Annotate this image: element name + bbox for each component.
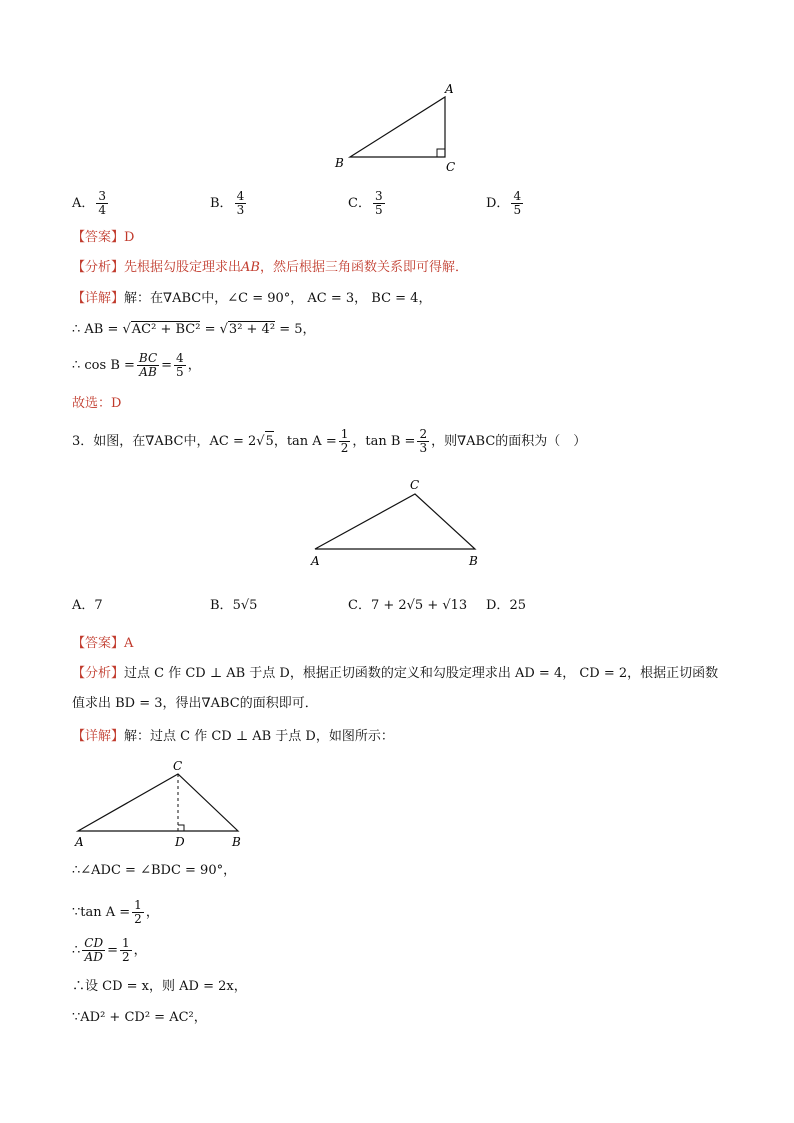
q3-step3 xyxy=(72,937,147,964)
q2-choose: 故选：D xyxy=(72,396,122,411)
option-a xyxy=(72,596,103,616)
numerator: 4 xyxy=(513,189,522,203)
option-c xyxy=(348,190,387,217)
denominator: 5 xyxy=(176,365,184,379)
math-text: = xyxy=(107,942,118,958)
numerator: BC xyxy=(138,351,158,365)
detail-text: 解：在∇ABC中，∠C = 90°， AC = 3， BC = 4， xyxy=(124,291,432,306)
math-text: ∵tan A = xyxy=(72,904,131,920)
vertex-label-a: A xyxy=(445,82,454,96)
option-letter: D． xyxy=(486,598,510,613)
q3-analysis-line1 xyxy=(72,664,718,684)
option-text: 7 + 2√5 + √13 xyxy=(370,598,468,613)
q3-step1: ∴∠ADC = ∠BDC = 90°， xyxy=(72,863,237,878)
right-angle-marker xyxy=(178,825,184,831)
right-angle-marker xyxy=(437,149,445,157)
fraction xyxy=(120,937,132,964)
denominator: 4 xyxy=(98,203,107,217)
radicand: 3² + 4² xyxy=(228,322,276,337)
vertex-label-a: A xyxy=(75,835,84,849)
fraction xyxy=(137,352,159,379)
option-text: 7 xyxy=(94,598,103,613)
math-text: ， xyxy=(187,357,201,373)
q3-step5: ∵AD² + CD² = AC²， xyxy=(72,1010,207,1025)
fraction xyxy=(132,899,144,926)
math-text: ， xyxy=(133,942,147,958)
q3-answer xyxy=(72,634,133,654)
analysis-text: ，然后根据三角函数关系即可得解． xyxy=(259,260,468,275)
q2-detail-line3 xyxy=(72,352,201,379)
triangle-abc xyxy=(78,774,238,831)
option-b xyxy=(210,190,248,217)
math-text: = 5， xyxy=(279,322,316,337)
radicand: AC² + BC² xyxy=(131,322,201,337)
denominator: AD xyxy=(84,950,103,964)
option-letter: C． xyxy=(348,195,371,211)
q3-detail-line1 xyxy=(72,727,394,747)
denominator: 5 xyxy=(374,203,383,217)
stem-text: ，则∇ABC的面积为（ ） xyxy=(431,433,587,449)
math-text: = xyxy=(161,357,173,373)
analysis-var: AB xyxy=(241,260,260,275)
stem-text: ，tan A = xyxy=(273,433,337,449)
vertex-label-c: C xyxy=(446,160,456,174)
q2-answer xyxy=(72,228,134,248)
triangle-abc xyxy=(350,97,445,157)
option-d xyxy=(486,190,525,217)
fraction xyxy=(82,937,105,964)
denominator: 3 xyxy=(236,203,245,217)
q2-detail-line1 xyxy=(72,289,431,309)
option-letter: C． xyxy=(348,598,371,613)
option-letter: D． xyxy=(486,195,510,211)
stem-text: 3．如图，在∇ABC中，AC = 2 xyxy=(72,433,257,449)
option-letter: A． xyxy=(72,195,95,211)
triangle-figure-q2 xyxy=(330,80,470,175)
option-fraction xyxy=(235,190,247,217)
numerator: 1 xyxy=(122,936,130,950)
math-text: ∴ cos B = xyxy=(72,357,135,373)
option-letter: B． xyxy=(210,598,233,613)
option-text: 5√5 xyxy=(232,598,258,613)
analysis-tag: 【分析】 xyxy=(72,260,125,275)
q2-analysis xyxy=(72,258,468,278)
vertex-label-b: B xyxy=(232,835,241,849)
numerator: 1 xyxy=(340,427,349,441)
answer-value: D xyxy=(124,230,135,245)
answer-value: A xyxy=(124,636,134,651)
option-fraction xyxy=(96,190,108,217)
q3-stem: 3．如图，在∇ABC中，AC = 2 √ 5 ，tan A = $\frac{1}{2}$ ，tan B = $\frac{2}{3}$ ，则∇ABC的面积为（ ） xyxy=(72,427,587,455)
numerator: 1 xyxy=(134,898,142,912)
answer-tag: 【答案】 xyxy=(72,230,125,245)
vertex-label-d: D xyxy=(175,835,185,849)
detail-text: 解：过点 C 作 CD ⊥ AB 于点 D，如图所示： xyxy=(124,729,394,744)
option-a xyxy=(72,190,110,217)
triangle-figure-q3 xyxy=(305,476,490,571)
option-fraction xyxy=(373,190,385,217)
triangle-figure-altitude xyxy=(68,756,258,852)
vertex-label-c: C xyxy=(173,759,183,773)
analysis-text: 先根据勾股定理求出 xyxy=(124,260,242,275)
denominator: 2 xyxy=(340,441,349,455)
numerator: CD xyxy=(84,936,104,950)
vertex-label-b: B xyxy=(335,156,344,170)
detail-tag: 【详解】 xyxy=(72,729,125,744)
vertex-label-a: A xyxy=(311,554,320,568)
q3-analysis-line2: 值求出 BD = 3，得出∇ABC的面积即可． xyxy=(72,696,318,711)
vertex-label-c: C xyxy=(410,478,420,492)
vertex-label-b: B xyxy=(469,554,478,568)
option-text: 25 xyxy=(509,598,526,613)
numerator: 4 xyxy=(176,351,184,365)
math-text: = xyxy=(204,322,216,337)
option-b xyxy=(210,596,257,616)
answer-tag: 【答案】 xyxy=(72,636,125,651)
radicand: 5 xyxy=(265,431,274,452)
option-d xyxy=(486,596,526,616)
denominator: 5 xyxy=(513,203,522,217)
denominator: 2 xyxy=(122,950,130,964)
numerator: 4 xyxy=(236,189,245,203)
fraction xyxy=(339,428,351,455)
q3-step2 xyxy=(72,899,159,926)
math-text: ， xyxy=(145,904,159,920)
option-c xyxy=(348,596,467,616)
stem-text: ，tan B = xyxy=(352,433,416,449)
fraction xyxy=(417,428,429,455)
triangle-abc xyxy=(315,494,475,549)
q2-detail-line2: ∴ AB = √AC² + BC² = √3² + 4² = 5， xyxy=(72,322,316,337)
denominator: 2 xyxy=(134,912,142,926)
numerator: 3 xyxy=(98,189,107,203)
numerator: 3 xyxy=(374,189,383,203)
detail-tag: 【详解】 xyxy=(72,291,125,306)
analysis-tag: 【分析】 xyxy=(72,666,125,681)
fraction xyxy=(174,352,186,379)
math-text: ∴ AB = xyxy=(72,322,119,337)
denominator: 3 xyxy=(419,441,428,455)
numerator: 2 xyxy=(419,427,428,441)
option-letter: A． xyxy=(72,598,95,613)
analysis-text: 过点 C 作 CD ⊥ AB 于点 D，根据正切函数的定义和勾股定理求出 AD = 4， CD = 2，根据正切函数 xyxy=(124,666,719,681)
option-letter: B． xyxy=(210,195,233,211)
denominator: AB xyxy=(139,365,157,379)
option-fraction xyxy=(511,190,523,217)
q3-step4: ∴设 CD = x，则 AD = 2x， xyxy=(72,979,247,994)
math-text: ∴ xyxy=(72,942,81,958)
